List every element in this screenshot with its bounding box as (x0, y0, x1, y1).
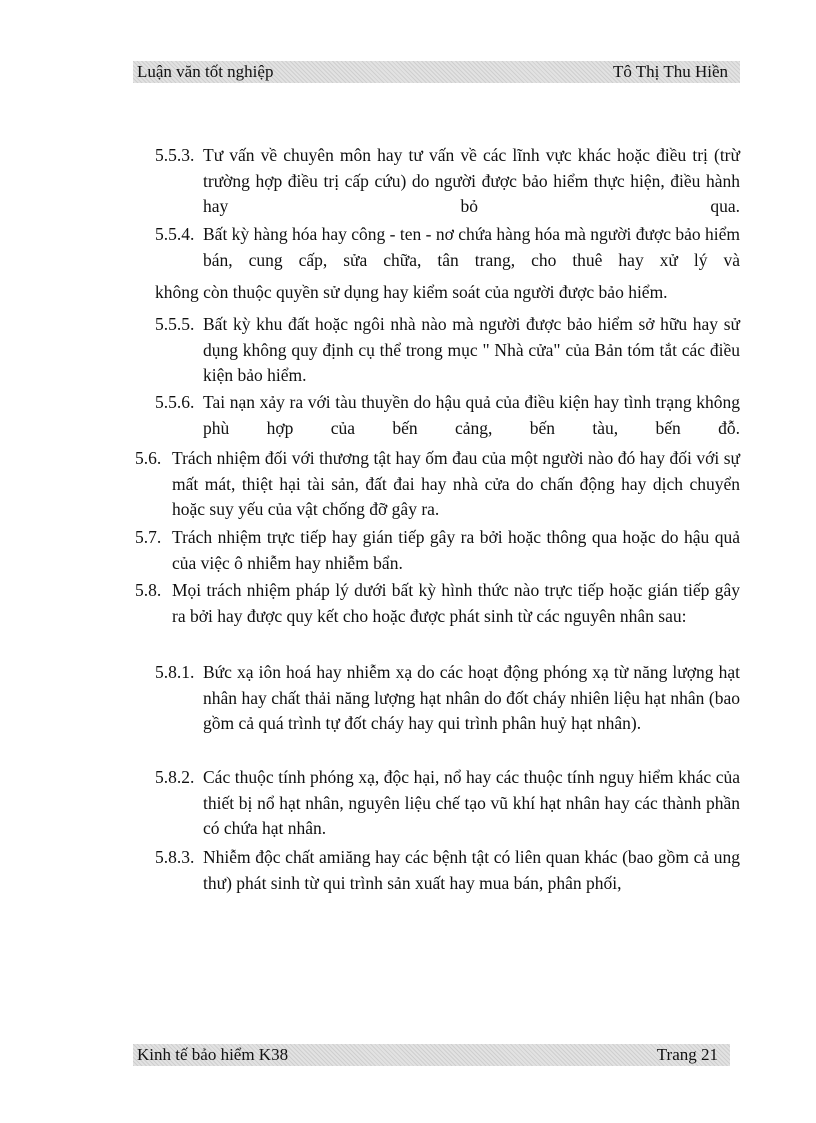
clause-number: 5.8.2. (155, 767, 195, 787)
clause-number: 5.8.1. (155, 662, 195, 682)
clause-number: 5.5.4. (155, 224, 195, 244)
clause-text: Tư vấn về chuyên môn hay tư vấn về các lĩnh vực khác hoặc điều trị (trừ trường hợp điều trị cấp cứu) do người được bảo hiểm thực hiện, điều hành hay bỏ qua. (203, 145, 740, 216)
clause-text: Tai nạn xảy ra với tàu thuyền do hậu quả của điều kiện hay tình trạng không phù hợp của bến cảng, bến tàu, bến đỗ. (203, 392, 740, 438)
clause-number: 5.5.6. (155, 392, 195, 412)
clause-text: Bức xạ iôn hoá hay nhiễm xạ do các hoạt động phóng xạ từ năng lượng hạt nhân hay chất thải năng lượng hạt nhân do đốt cháy nhiên liệu hạt nhân (bao gồm cả quá trình tự đốt cháy hay qui trình phân huỷ hạt nhân). (203, 662, 740, 733)
page-footer (133, 1044, 730, 1066)
footer-page-number: Trang 21 (656, 1045, 718, 1064)
clause-number: 5.6. (135, 448, 162, 468)
header-author-name: Tô Thị Thu Hiền (612, 62, 728, 81)
clause-text: Bất kỳ khu đất hoặc ngôi nhà nào mà người được bảo hiểm sở hữu hay sử dụng không quy định cụ thể trong mục " Nhà cửa" của Bản tóm tắt các điều kiện bảo hiểm. (203, 314, 740, 385)
clause-number: 5.8. (135, 580, 162, 600)
page-header (133, 61, 740, 83)
footer-course-name: Kinh tế bảo hiểm K38 (137, 1045, 289, 1064)
clause-number: 5.5.3. (155, 145, 195, 165)
header-thesis-title: Luận văn tốt nghiệp (137, 62, 274, 81)
clause-number: 5.8.3. (155, 847, 195, 867)
clause-text-body: Trách nhiệm đối với thương tật hay ốm đau của một người nào đó hay đối với sự mất mát, thiệt hại tài sản, đất đai hay nhà cửa do chấn động hay dịch chuyển hoặc suy yếu của vật chống đỡ gây ra. (172, 448, 740, 519)
clause-text: Bất kỳ hàng hóa hay công - ten - nơ chứa hàng hóa mà người được bảo hiểm bán, cung cấp, sửa chữa, tân trang, cho thuê hay xử lý và (203, 224, 740, 270)
clause-text: Mọi trách nhiệm pháp lý dưới bất kỳ hình thức nào trực tiếp hoặc gián tiếp gây ra bởi hay được quy kết cho hoặc được phát sinh từ các nguyên nhân sau: (172, 580, 740, 626)
clause-5-5-4-continuation: không còn thuộc quyền sử dụng hay kiểm soát của người được bảo hiểm. (155, 282, 668, 302)
clause-text (172, 446, 740, 523)
clause-number: 5.7. (135, 527, 162, 547)
clause-text: Trách nhiệm trực tiếp hay gián tiếp gây ra bởi hoặc thông qua hoặc do hậu quả của việc ô nhiễm hay nhiễm bẩn. (172, 527, 740, 573)
clause-text: Các thuộc tính phóng xạ, độc hại, nổ hay các thuộc tính nguy hiểm khác của thiết bị nổ hạt nhân, nguyên liệu chế tạo vũ khí hạt nhân hay các thành phần có chứa hạt nhân. (203, 767, 740, 838)
clause-text: Nhiễm độc chất amiăng hay các bệnh tật có liên quan khác (bao gồm cả ung thư) phát sinh từ qui trình sản xuất hay mua bán, phân phối, (203, 847, 740, 893)
clause-number: 5.5.5. (155, 314, 195, 334)
